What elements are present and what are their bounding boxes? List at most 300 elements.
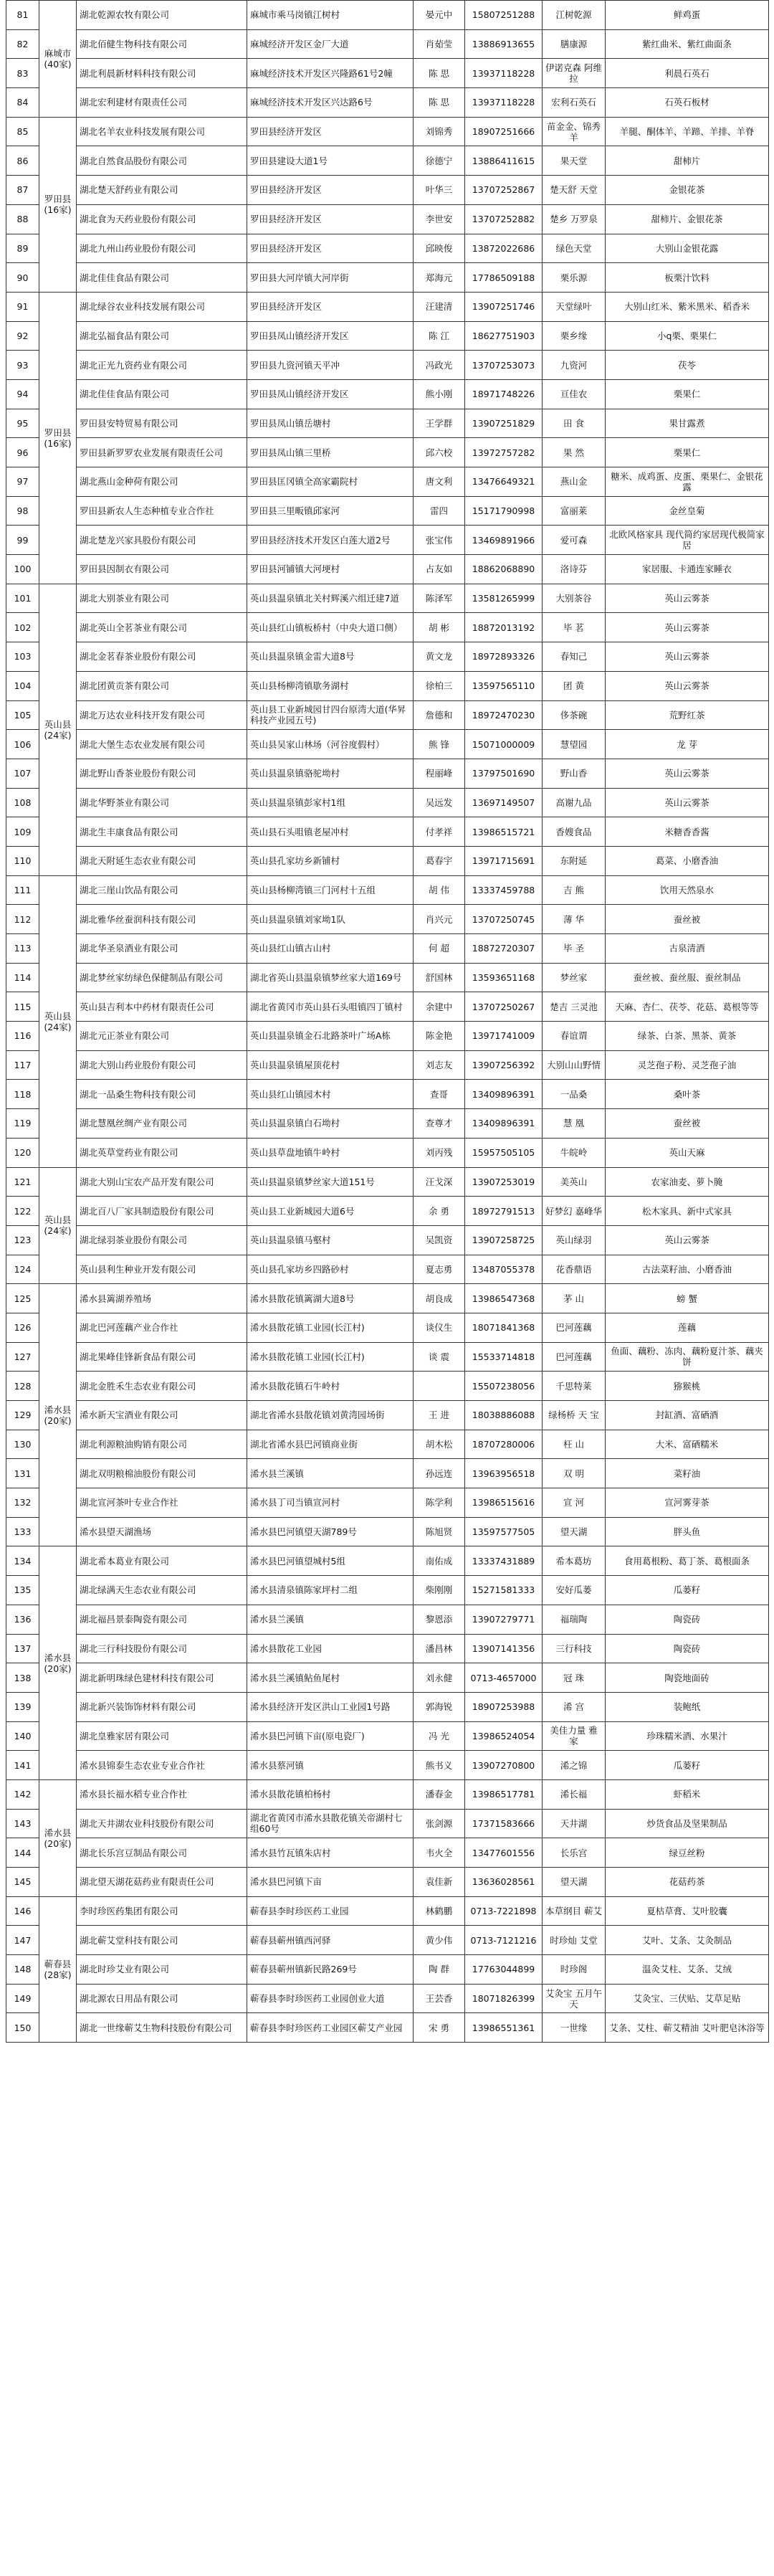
product-table-container (6, 0, 768, 2043)
brand-name: 双 明 (543, 1459, 606, 1488)
phone-number: 13707252882 (465, 204, 543, 234)
table-row (6, 1779, 769, 1809)
brand-name: 团 黄 (543, 671, 606, 700)
table-row (6, 2013, 769, 2043)
contact-person: 李世安 (414, 204, 465, 234)
phone-number: 13797501690 (465, 759, 543, 788)
company-address: 罗田县凤山镇三里桥 (247, 438, 414, 467)
product-name: 家居服、卡通连家睡衣 (606, 555, 769, 584)
table-row (6, 817, 769, 847)
row-number: 126 (6, 1313, 39, 1342)
company-address: 英山县红山镇板桥村（中央大道口侧） (247, 613, 414, 642)
company-name: 湖北蕲艾堂科技有限公司 (77, 1926, 247, 1955)
product-name: 花菇药茶 (606, 1868, 769, 1897)
phone-number: 17763044899 (465, 1955, 543, 1985)
phone-number: 15507238056 (465, 1372, 543, 1401)
row-number: 128 (6, 1372, 39, 1401)
brand-name: 三行科技 (543, 1634, 606, 1663)
row-number: 90 (6, 263, 39, 293)
product-name: 利晨石英石 (606, 59, 769, 88)
row-number: 129 (6, 1401, 39, 1430)
brand-name: 田 食 (543, 409, 606, 438)
contact-person: 何 超 (414, 934, 465, 964)
contact-person: 冯政光 (414, 351, 465, 380)
contact-person: 陈金艳 (414, 1022, 465, 1051)
brand-name: 吉 熊 (543, 875, 606, 905)
table-row (6, 1430, 769, 1459)
contact-person: 陈 思 (414, 88, 465, 118)
county-cell: 英山县 (24家) (39, 1167, 77, 1284)
company-name: 湖北一品桑生物科技有限公司 (77, 1080, 247, 1109)
company-name: 湖北佰健生物科技有限公司 (77, 29, 247, 59)
company-name: 湖北大别山药业股份有限公司 (77, 1050, 247, 1080)
contact-person: 谈 震 (414, 1342, 465, 1372)
contact-person: 葛春宇 (414, 846, 465, 875)
brand-name: 本草纲目 蕲艾 (543, 1896, 606, 1926)
company-address: 罗田县九资河镇天平冲 (247, 351, 414, 380)
table-row (6, 1868, 769, 1897)
contact-person: 林鹤鹏 (414, 1896, 465, 1926)
company-name: 湖北绿羽茶业股份有限公司 (77, 1225, 247, 1255)
row-number: 146 (6, 1896, 39, 1926)
table-row (6, 526, 769, 555)
company-name: 湖北双明粮棉油股份有限公司 (77, 1459, 247, 1488)
company-address: 英山县红山镇园木村 (247, 1080, 414, 1109)
company-address: 罗田县建设大道1号 (247, 146, 414, 176)
company-name: 湖北佳佳食品有限公司 (77, 379, 247, 409)
brand-name: 九资河 (543, 351, 606, 380)
contact-person: 谈仪生 (414, 1313, 465, 1342)
contact-person: 陈 江 (414, 321, 465, 351)
phone-number: 13707250745 (465, 905, 543, 934)
company-address: 浠水县丁司当镇宣河村 (247, 1488, 414, 1518)
contact-person: 查尊才 (414, 1109, 465, 1139)
contact-person: 徐柏三 (414, 671, 465, 700)
row-number: 98 (6, 496, 39, 526)
company-name: 罗田县安特贸易有限公司 (77, 409, 247, 438)
phone-number: 13986515616 (465, 1488, 543, 1518)
table-row (6, 584, 769, 613)
phone-number: 13937118228 (465, 88, 543, 118)
company-name: 湖北野山香茶业股份有限公司 (77, 759, 247, 788)
brand-name: 美佳力量 雅 家 (543, 1721, 606, 1751)
brand-name: 慧望园 (543, 730, 606, 759)
contact-person: 张宝伟 (414, 526, 465, 555)
brand-name: 时珍灿 艾堂 (543, 1926, 606, 1955)
brand-name: 巴河莲藕 (543, 1313, 606, 1342)
row-number: 95 (6, 409, 39, 438)
table-row (6, 117, 769, 146)
brand-name: 浠之锦 (543, 1751, 606, 1780)
table-row (6, 1080, 769, 1109)
table-row (6, 700, 769, 730)
brand-name: 洛诗芬 (543, 555, 606, 584)
table-row (6, 730, 769, 759)
brand-name: 大别山山野情 (543, 1050, 606, 1080)
brand-name: 侈茶碗 (543, 700, 606, 730)
company-address: 英山县温泉镇彭家村1组 (247, 788, 414, 817)
brand-name: 绿杨桥 天 宝 (543, 1401, 606, 1430)
company-address: 麻城经济技术开发区兴达路6号 (247, 88, 414, 118)
row-number: 99 (6, 526, 39, 555)
company-name: 湖北自然食品股份有限公司 (77, 146, 247, 176)
product-name: 英山云雾茶 (606, 584, 769, 613)
company-address: 湖北省黄冈市浠水县散花镇关帝湖村七组60号 (247, 1809, 414, 1838)
phone-number: 13707253073 (465, 351, 543, 380)
company-name: 湖北佳佳食品有限公司 (77, 263, 247, 293)
company-name: 湖北华圣泉酒业有限公司 (77, 934, 247, 964)
row-number: 148 (6, 1955, 39, 1985)
contact-person: 占友如 (414, 555, 465, 584)
contact-person: 吴凯资 (414, 1225, 465, 1255)
phone-number: 13907251746 (465, 292, 543, 321)
phone-number: 13986515721 (465, 817, 543, 847)
contact-person: 刘志友 (414, 1050, 465, 1080)
product-name: 鲜鸡蛋 (606, 1, 769, 30)
county-cell: 蕲春县 (28家) (39, 1896, 77, 2042)
product-name: 金银花茶 (606, 176, 769, 205)
company-address: 罗田县三里畈镇邱家河 (247, 496, 414, 526)
table-row (6, 963, 769, 992)
company-name: 湖北时珍艾业有限公司 (77, 1955, 247, 1985)
company-name: 湖北天附延生态农业有限公司 (77, 846, 247, 875)
contact-person: 潘春金 (414, 1779, 465, 1809)
table-row (6, 379, 769, 409)
company-address: 英山县工业新城园甘四台原湾大道(华昇科技产业园五号) (247, 700, 414, 730)
company-address: 英山县吴家山林场（河谷度假村） (247, 730, 414, 759)
row-number: 105 (6, 700, 39, 730)
brand-name: 楚乡 万罗泉 (543, 204, 606, 234)
product-name: 石英石板材 (606, 88, 769, 118)
brand-name: 果天堂 (543, 146, 606, 176)
company-name: 湖北宣河茶叶专业合作社 (77, 1488, 247, 1518)
product-name: 小q栗、栗果仁 (606, 321, 769, 351)
phone-number: 13886411615 (465, 146, 543, 176)
brand-name: 宏利石英石 (543, 88, 606, 118)
phone-number: 13907270800 (465, 1751, 543, 1780)
company-name: 湖北梦丝家纺绿色保健制品有限公司 (77, 963, 247, 992)
brand-name: 大别茶谷 (543, 584, 606, 613)
brand-name: 望天湖 (543, 1868, 606, 1897)
product-name: 天麻、杏仁、茯苓、花菇、葛根等等 (606, 992, 769, 1022)
company-name: 湖北华野茶业有限公司 (77, 788, 247, 817)
company-name: 湖北绿满天生态农业有限公司 (77, 1576, 247, 1605)
brand-name: 亘佳农 (543, 379, 606, 409)
product-name: 装鲍纸 (606, 1692, 769, 1721)
company-name: 湖北希本葛业有限公司 (77, 1546, 247, 1576)
product-name: 羊腿、酮体羊、羊蹄、羊排、羊脊 (606, 117, 769, 146)
company-address: 英山县草盘地镇牛岭村 (247, 1138, 414, 1167)
company-address: 罗田县经济开发区 (247, 234, 414, 263)
brand-name: 梦丝家 (543, 963, 606, 992)
brand-name: 福瑞陶 (543, 1605, 606, 1634)
table-row (6, 1372, 769, 1401)
contact-person: 胡良成 (414, 1284, 465, 1313)
company-address: 蕲春县李时珍医药工业园创业大道 (247, 1984, 414, 2013)
product-name: 饮用天然泉水 (606, 875, 769, 905)
brand-name: 一世缘 (543, 2013, 606, 2043)
row-number: 83 (6, 59, 39, 88)
company-name: 湖北燕山金种荷有限公司 (77, 467, 247, 497)
table-row (6, 613, 769, 642)
row-number: 124 (6, 1255, 39, 1284)
table-row (6, 1809, 769, 1838)
company-name: 湖北雅华丝蚕润科技有限公司 (77, 905, 247, 934)
contact-person: 潘昌林 (414, 1634, 465, 1663)
company-address: 罗田县凤山镇岳塘村 (247, 409, 414, 438)
table-row (6, 1926, 769, 1955)
table-row (6, 409, 769, 438)
product-table (6, 0, 769, 2043)
table-row (6, 1342, 769, 1372)
company-name: 湖北利晨新材料科技有限公司 (77, 59, 247, 88)
brand-name: 长乐宫 (543, 1838, 606, 1868)
table-row (6, 438, 769, 467)
table-row (6, 1692, 769, 1721)
product-name: 米糖香香酱 (606, 817, 769, 847)
product-name: 栗果仁 (606, 379, 769, 409)
contact-person: 韦火全 (414, 1838, 465, 1868)
phone-number: 17786509188 (465, 263, 543, 293)
table-row (6, 1838, 769, 1868)
company-name: 浠水新天宝酒业有限公司 (77, 1401, 247, 1430)
brand-name: 东附延 (543, 846, 606, 875)
row-number: 136 (6, 1605, 39, 1634)
table-row (6, 934, 769, 964)
product-name: 绿豆丝粉 (606, 1838, 769, 1868)
company-name: 湖北长乐宫豆制品有限公司 (77, 1838, 247, 1868)
product-name: 陶瓷地面砖 (606, 1663, 769, 1693)
brand-name: 楚天舒 天堂 (543, 176, 606, 205)
row-number: 91 (6, 292, 39, 321)
company-address: 浠水县散花工业园 (247, 1634, 414, 1663)
phone-number: 0713-7121216 (465, 1926, 543, 1955)
company-name: 湖北一世缘蕲艾生物科技股份有限公司 (77, 2013, 247, 2043)
contact-person (414, 1372, 465, 1401)
product-name: 古泉清酒 (606, 934, 769, 964)
company-address: 麻城经济技术开发区兴隆路61号2幢 (247, 59, 414, 88)
product-name: 炒货食品及坚果制品 (606, 1809, 769, 1838)
company-address: 罗田县经济开发区 (247, 117, 414, 146)
phone-number: 18907253988 (465, 1692, 543, 1721)
row-number: 106 (6, 730, 39, 759)
table-body (6, 1, 769, 2043)
company-name: 湖北食为天药业股份有限公司 (77, 204, 247, 234)
company-address: 罗田县经济开发区 (247, 176, 414, 205)
company-address: 麻城经济开发区金厂大道 (247, 29, 414, 59)
phone-number: 13907256392 (465, 1050, 543, 1080)
company-name: 湖北名羊农业科技发展有限公司 (77, 117, 247, 146)
table-row (6, 29, 769, 59)
company-name: 湖北宏利建材有限责任公司 (77, 88, 247, 118)
brand-name: 薄 华 (543, 905, 606, 934)
phone-number: 18972893326 (465, 642, 543, 672)
phone-number: 18707280006 (465, 1430, 543, 1459)
contact-person: 刘永健 (414, 1663, 465, 1693)
contact-person: 冯 光 (414, 1721, 465, 1751)
contact-person: 吴远发 (414, 788, 465, 817)
brand-name: 美英山 (543, 1167, 606, 1197)
row-number: 101 (6, 584, 39, 613)
phone-number: 13963956518 (465, 1459, 543, 1488)
product-name: 英山云雾茶 (606, 642, 769, 672)
product-name: 胖头鱼 (606, 1517, 769, 1546)
product-name: 英山天麻 (606, 1138, 769, 1167)
brand-name: 一品桑 (543, 1080, 606, 1109)
phone-number: 18872720307 (465, 934, 543, 964)
row-number: 138 (6, 1663, 39, 1693)
row-number: 103 (6, 642, 39, 672)
row-number: 139 (6, 1692, 39, 1721)
phone-number: 18971748226 (465, 379, 543, 409)
product-name: 甜柿片、金银花茶 (606, 204, 769, 234)
product-name: 龙 芽 (606, 730, 769, 759)
company-name: 湖北团黄贡茶有限公司 (77, 671, 247, 700)
contact-person: 晏元中 (414, 1, 465, 30)
contact-person: 肖兴元 (414, 905, 465, 934)
phone-number: 15957505105 (465, 1138, 543, 1167)
company-address: 浠水县经济开发区洪山工业园1号路 (247, 1692, 414, 1721)
row-number: 102 (6, 613, 39, 642)
contact-person: 詹德和 (414, 700, 465, 730)
company-name: 湖北楚天舒药业有限公司 (77, 176, 247, 205)
table-row (6, 88, 769, 118)
product-name: 瓜蒌籽 (606, 1751, 769, 1780)
row-number: 107 (6, 759, 39, 788)
company-name: 湖北三崖山饮品有限公司 (77, 875, 247, 905)
company-address: 英山县杨柳湾镇三门河村十五组 (247, 875, 414, 905)
product-name: 英山云雾茶 (606, 759, 769, 788)
row-number: 142 (6, 1779, 39, 1809)
company-address: 罗田县经济开发区 (247, 292, 414, 321)
brand-name: 膳康源 (543, 29, 606, 59)
phone-number: 18907251666 (465, 117, 543, 146)
company-name: 湖北望天湖花菇药业有限责任公司 (77, 1868, 247, 1897)
contact-person: 熊 锋 (414, 730, 465, 759)
row-number: 143 (6, 1809, 39, 1838)
contact-person: 徐德宁 (414, 146, 465, 176)
row-number: 112 (6, 905, 39, 934)
row-number: 108 (6, 788, 39, 817)
table-row (6, 1605, 769, 1634)
table-row (6, 1138, 769, 1167)
brand-name: 高谢九品 (543, 788, 606, 817)
row-number: 134 (6, 1546, 39, 1576)
contact-person: 胡 伟 (414, 875, 465, 905)
product-name: 果甘露煮 (606, 409, 769, 438)
company-address: 浠水县兰溪镇 (247, 1459, 414, 1488)
table-row (6, 1896, 769, 1926)
brand-name: 江树乾源 (543, 1, 606, 30)
phone-number: 15807251288 (465, 1, 543, 30)
phone-number: 13937118228 (465, 59, 543, 88)
row-number: 135 (6, 1576, 39, 1605)
company-address: 英山县孔家坊乡四路砂村 (247, 1255, 414, 1284)
table-row (6, 1634, 769, 1663)
brand-name: 浠 宫 (543, 1692, 606, 1721)
table-row (6, 759, 769, 788)
row-number: 104 (6, 671, 39, 700)
product-name: 陶瓷砖 (606, 1634, 769, 1663)
table-row (6, 351, 769, 380)
contact-person: 余 勇 (414, 1197, 465, 1226)
product-name: 艾叶、艾条、艾灸制品 (606, 1926, 769, 1955)
company-name: 湖北英山全茗茶业有限公司 (77, 613, 247, 642)
contact-person: 王 进 (414, 1401, 465, 1430)
company-address: 罗田县凤山镇经济开发区 (247, 321, 414, 351)
table-row (6, 59, 769, 88)
row-number: 132 (6, 1488, 39, 1518)
table-row (6, 1284, 769, 1313)
company-name: 湖北万达农业科技开发有限公司 (77, 700, 247, 730)
table-row (6, 1721, 769, 1751)
brand-name: 毕 茗 (543, 613, 606, 642)
product-name: 北欧风格家具 现代简约家居现代极简家居 (606, 526, 769, 555)
row-number: 150 (6, 2013, 39, 2043)
phone-number: 0713-7221898 (465, 1896, 543, 1926)
contact-person: 胡 彬 (414, 613, 465, 642)
product-name: 艾条、艾柱、蕲艾精油 艾叶肥皂沐浴等 (606, 2013, 769, 2043)
company-address: 湖北省英山县温泉镇梦丝家大道169号 (247, 963, 414, 992)
table-row (6, 204, 769, 234)
phone-number: 18071826399 (465, 1984, 543, 2013)
row-number: 114 (6, 963, 39, 992)
brand-name: 浠长福 (543, 1779, 606, 1809)
product-name: 蚕丝被、蚕丝服、蚕丝制品 (606, 963, 769, 992)
row-number: 84 (6, 88, 39, 118)
county-cell: 罗田县 (16家) (39, 292, 77, 584)
company-name: 湖北九州山药业股份有限公司 (77, 234, 247, 263)
company-name: 湖北果峰佳锋新食品有限公司 (77, 1342, 247, 1372)
row-number: 145 (6, 1868, 39, 1897)
row-number: 109 (6, 817, 39, 847)
company-address: 浠水县巴河镇下亩 (247, 1868, 414, 1897)
row-number: 85 (6, 117, 39, 146)
company-name: 浠水县长福水稻专业合作社 (77, 1779, 247, 1809)
phone-number: 13986547368 (465, 1284, 543, 1313)
company-address: 湖北省浠水县巴河镇商业街 (247, 1430, 414, 1459)
row-number: 117 (6, 1050, 39, 1080)
brand-name: 果 然 (543, 438, 606, 467)
table-row (6, 905, 769, 934)
brand-name: 天井湖 (543, 1809, 606, 1838)
phone-number: 18862068890 (465, 555, 543, 584)
product-name: 糖米、成鸡蛋、皮蛋、栗果仁、金银花露 (606, 467, 769, 497)
row-number: 100 (6, 555, 39, 584)
company-name: 湖北新明珠绿色建材科技有限公司 (77, 1663, 247, 1693)
row-number: 144 (6, 1838, 39, 1868)
table-row (6, 992, 769, 1022)
brand-name: 好梦幻 嘉峰华 (543, 1197, 606, 1226)
row-number: 93 (6, 351, 39, 380)
company-name: 湖北正光九资药业有限公司 (77, 351, 247, 380)
phone-number: 13469891966 (465, 526, 543, 555)
row-number: 147 (6, 1926, 39, 1955)
product-name: 瓜蒌籽 (606, 1576, 769, 1605)
brand-name: 香嫂食品 (543, 817, 606, 847)
contact-person: 黎恩添 (414, 1605, 465, 1634)
table-row (6, 1459, 769, 1488)
brand-name: 野山香 (543, 759, 606, 788)
row-number: 118 (6, 1080, 39, 1109)
company-address: 浠水县散花镇篱湖大道8号 (247, 1284, 414, 1313)
company-name: 湖北源农日用品有限公司 (77, 1984, 247, 2013)
company-address: 浠水县散花镇工业园(长江村) (247, 1342, 414, 1372)
table-row (6, 1984, 769, 2013)
contact-person: 肖茹莹 (414, 29, 465, 59)
phone-number: 13697149507 (465, 788, 543, 817)
row-number: 96 (6, 438, 39, 467)
